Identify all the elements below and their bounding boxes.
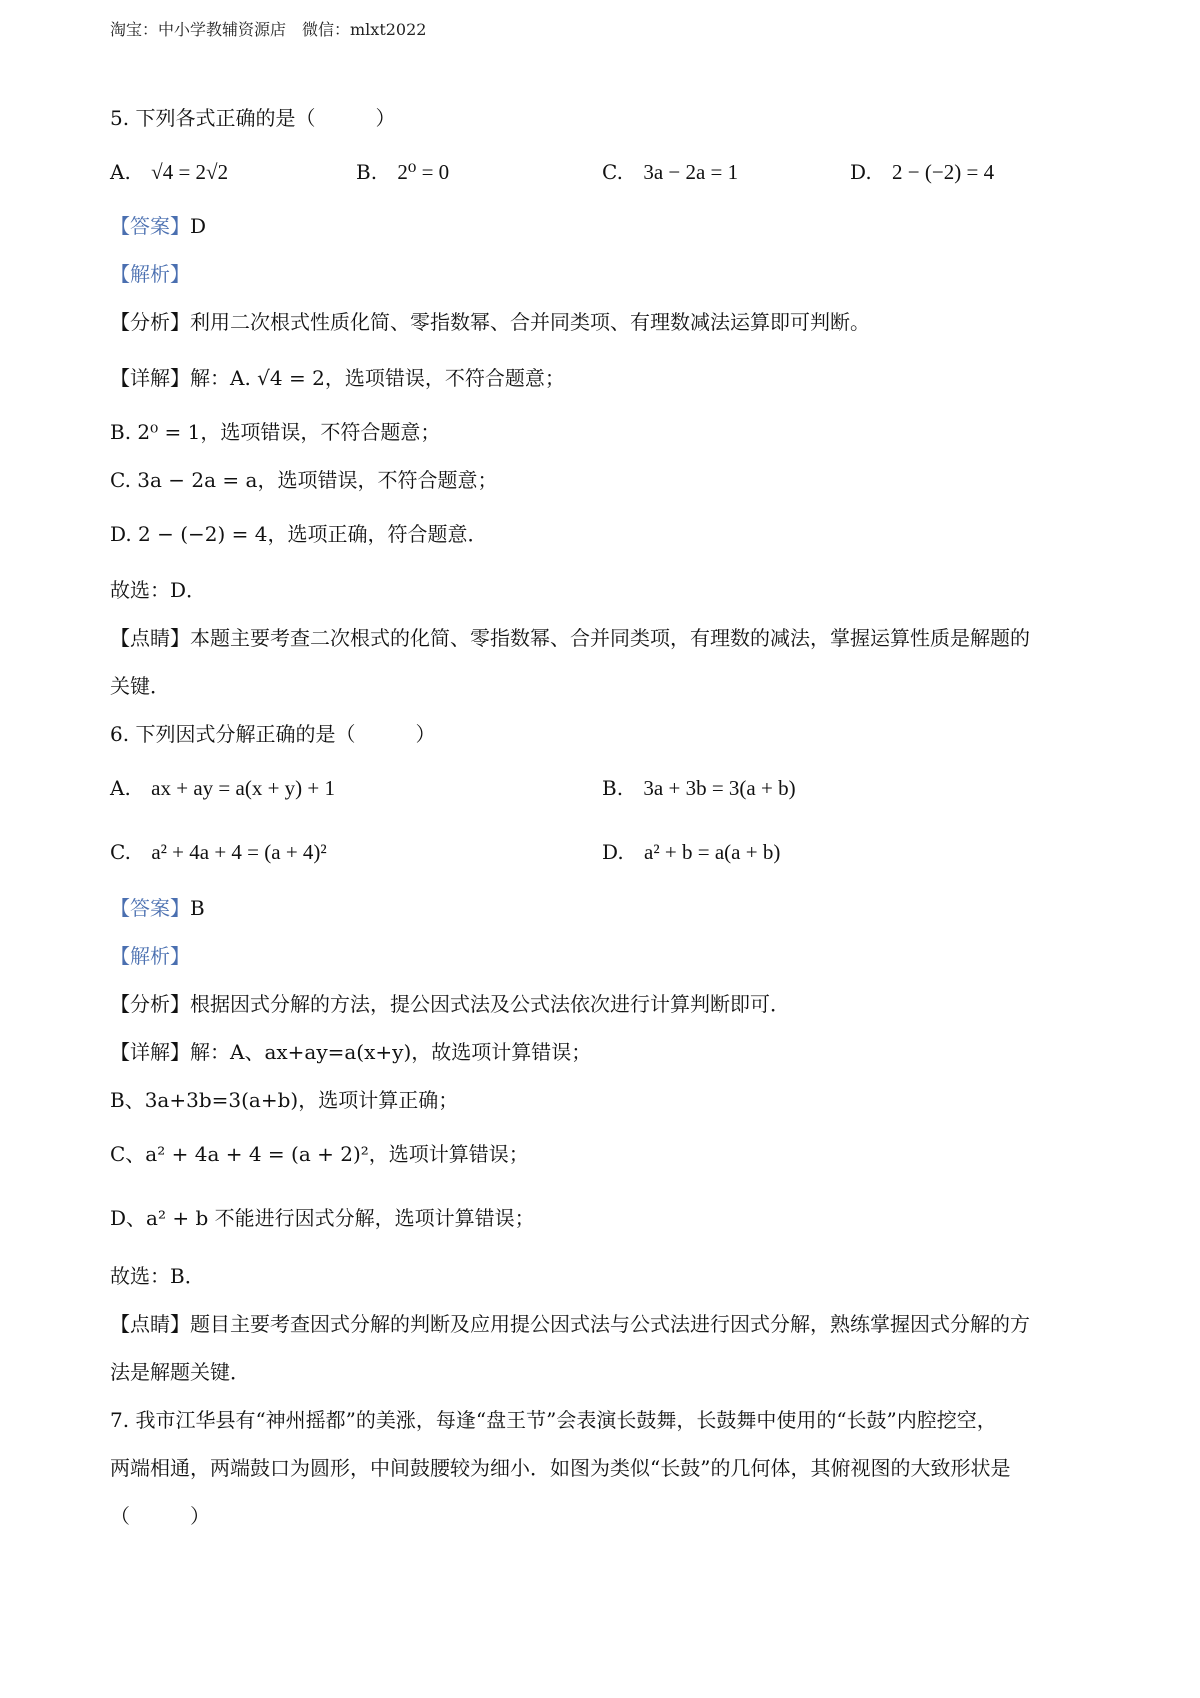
q5-detail-2: B. 2⁰ = 1，选项错误，不符合题意； [110, 420, 441, 444]
option-expr: a² + b = a(a + b) [644, 840, 781, 864]
option-expr: 2⁰ = 0 [397, 160, 450, 184]
q6-answer [110, 894, 205, 922]
q5-dianjing-line2: 关键． [110, 674, 170, 698]
q6-detail-3: C、a² + 4a + 4 = (a + 2)²，选项计算错误； [110, 1142, 529, 1166]
q6-option-c [110, 838, 327, 866]
option-label: A. [110, 776, 131, 800]
q5-detail-1: 【详解】解：A. √4 = 2，选项错误，不符合题意； [110, 366, 565, 390]
q6-analysis-tag: 【解析】 [110, 944, 190, 968]
option-expr: √4 = 2√2 [151, 160, 229, 184]
q7-line3: （ ） [110, 1504, 210, 1528]
option-label: C. [110, 840, 131, 864]
option-expr: 2 − (−2) = 4 [892, 160, 995, 184]
option-expr: ax + ay = a(x + y) + 1 [151, 776, 335, 800]
option-label: C. [602, 160, 623, 184]
q6-detail-4: D、a² + b 不能进行因式分解，选项计算错误； [110, 1206, 535, 1230]
q6-dianjing-line1: 【点睛】题目主要考查因式分解的判断及应用提公因式法与公式法进行因式分解，熟练掌握因式分解的方 [110, 1312, 1030, 1336]
q6-dianjing-line2: 法是解题关键． [110, 1360, 250, 1384]
q5-dianjing-line1: 【点睛】本题主要考查二次根式的化简、零指数幂、合并同类项，有理数的减法，掌握运算性质是解题的 [110, 626, 1030, 650]
option-label: B. [356, 160, 378, 184]
q5-option-c [602, 158, 738, 186]
q5-choose: 故选：D． [110, 578, 207, 602]
q6-choose: 故选：B． [110, 1264, 205, 1288]
answer-tag: 【答案】 [110, 896, 190, 920]
q6-option-d [602, 838, 780, 866]
option-label: B. [602, 776, 624, 800]
q5-fenxi: 【分析】利用二次根式性质化简、零指数幂、合并同类项、有理数减法运算即可判断。 [110, 310, 870, 334]
q5-option-b [356, 158, 449, 186]
q6-detail-1: 【详解】解：A、ax+ay=a(x+y)，故选项计算错误； [110, 1040, 592, 1064]
q7-line2: 两端相通，两端鼓口为圆形，中间鼓腰较为细小．如图为类似“长鼓”的几何体，其俯视图的大致形状是 [110, 1456, 1011, 1480]
q5-option-d [850, 158, 994, 186]
page-header: 淘宝：中小学教辅资源店 微信：mlxt2022 [110, 20, 427, 39]
option-label: D. [850, 160, 872, 184]
answer-value: D [190, 214, 207, 238]
option-expr: 3a − 2a = 1 [643, 160, 739, 184]
q7-line1: 7. 我市江华县有“神州摇都”的美涨，每逢“盘王节”会表演长鼓舞，长鼓舞中使用的“长鼓”内腔挖空， [110, 1408, 997, 1432]
q5-stem: 5. 下列各式正确的是（ ） [110, 106, 396, 130]
option-label: D. [602, 840, 624, 864]
option-label: A. [110, 160, 131, 184]
option-expr: 3a + 3b = 3(a + b) [643, 776, 796, 800]
q6-fenxi: 【分析】根据因式分解的方法，提公因式法及公式法依次进行计算判断即可． [110, 992, 790, 1016]
q5-answer [110, 212, 206, 240]
option-expr: a² + 4a + 4 = (a + 4)² [151, 840, 327, 864]
answer-tag: 【答案】 [110, 214, 190, 238]
q5-detail-4: D. 2 − (−2) = 4，选项正确，符合题意． [110, 522, 488, 546]
answer-value: B [190, 896, 205, 920]
q6-stem: 6. 下列因式分解正确的是（ ） [110, 722, 436, 746]
q5-analysis-tag: 【解析】 [110, 262, 190, 286]
q6-detail-2: B、3a+3b=3(a+b)，选项计算正确； [110, 1088, 459, 1112]
q6-option-b [602, 774, 796, 802]
q5-detail-3: C. 3a − 2a = a，选项错误，不符合题意； [110, 468, 498, 492]
q5-option-a [110, 158, 228, 186]
q6-option-a [110, 774, 335, 802]
